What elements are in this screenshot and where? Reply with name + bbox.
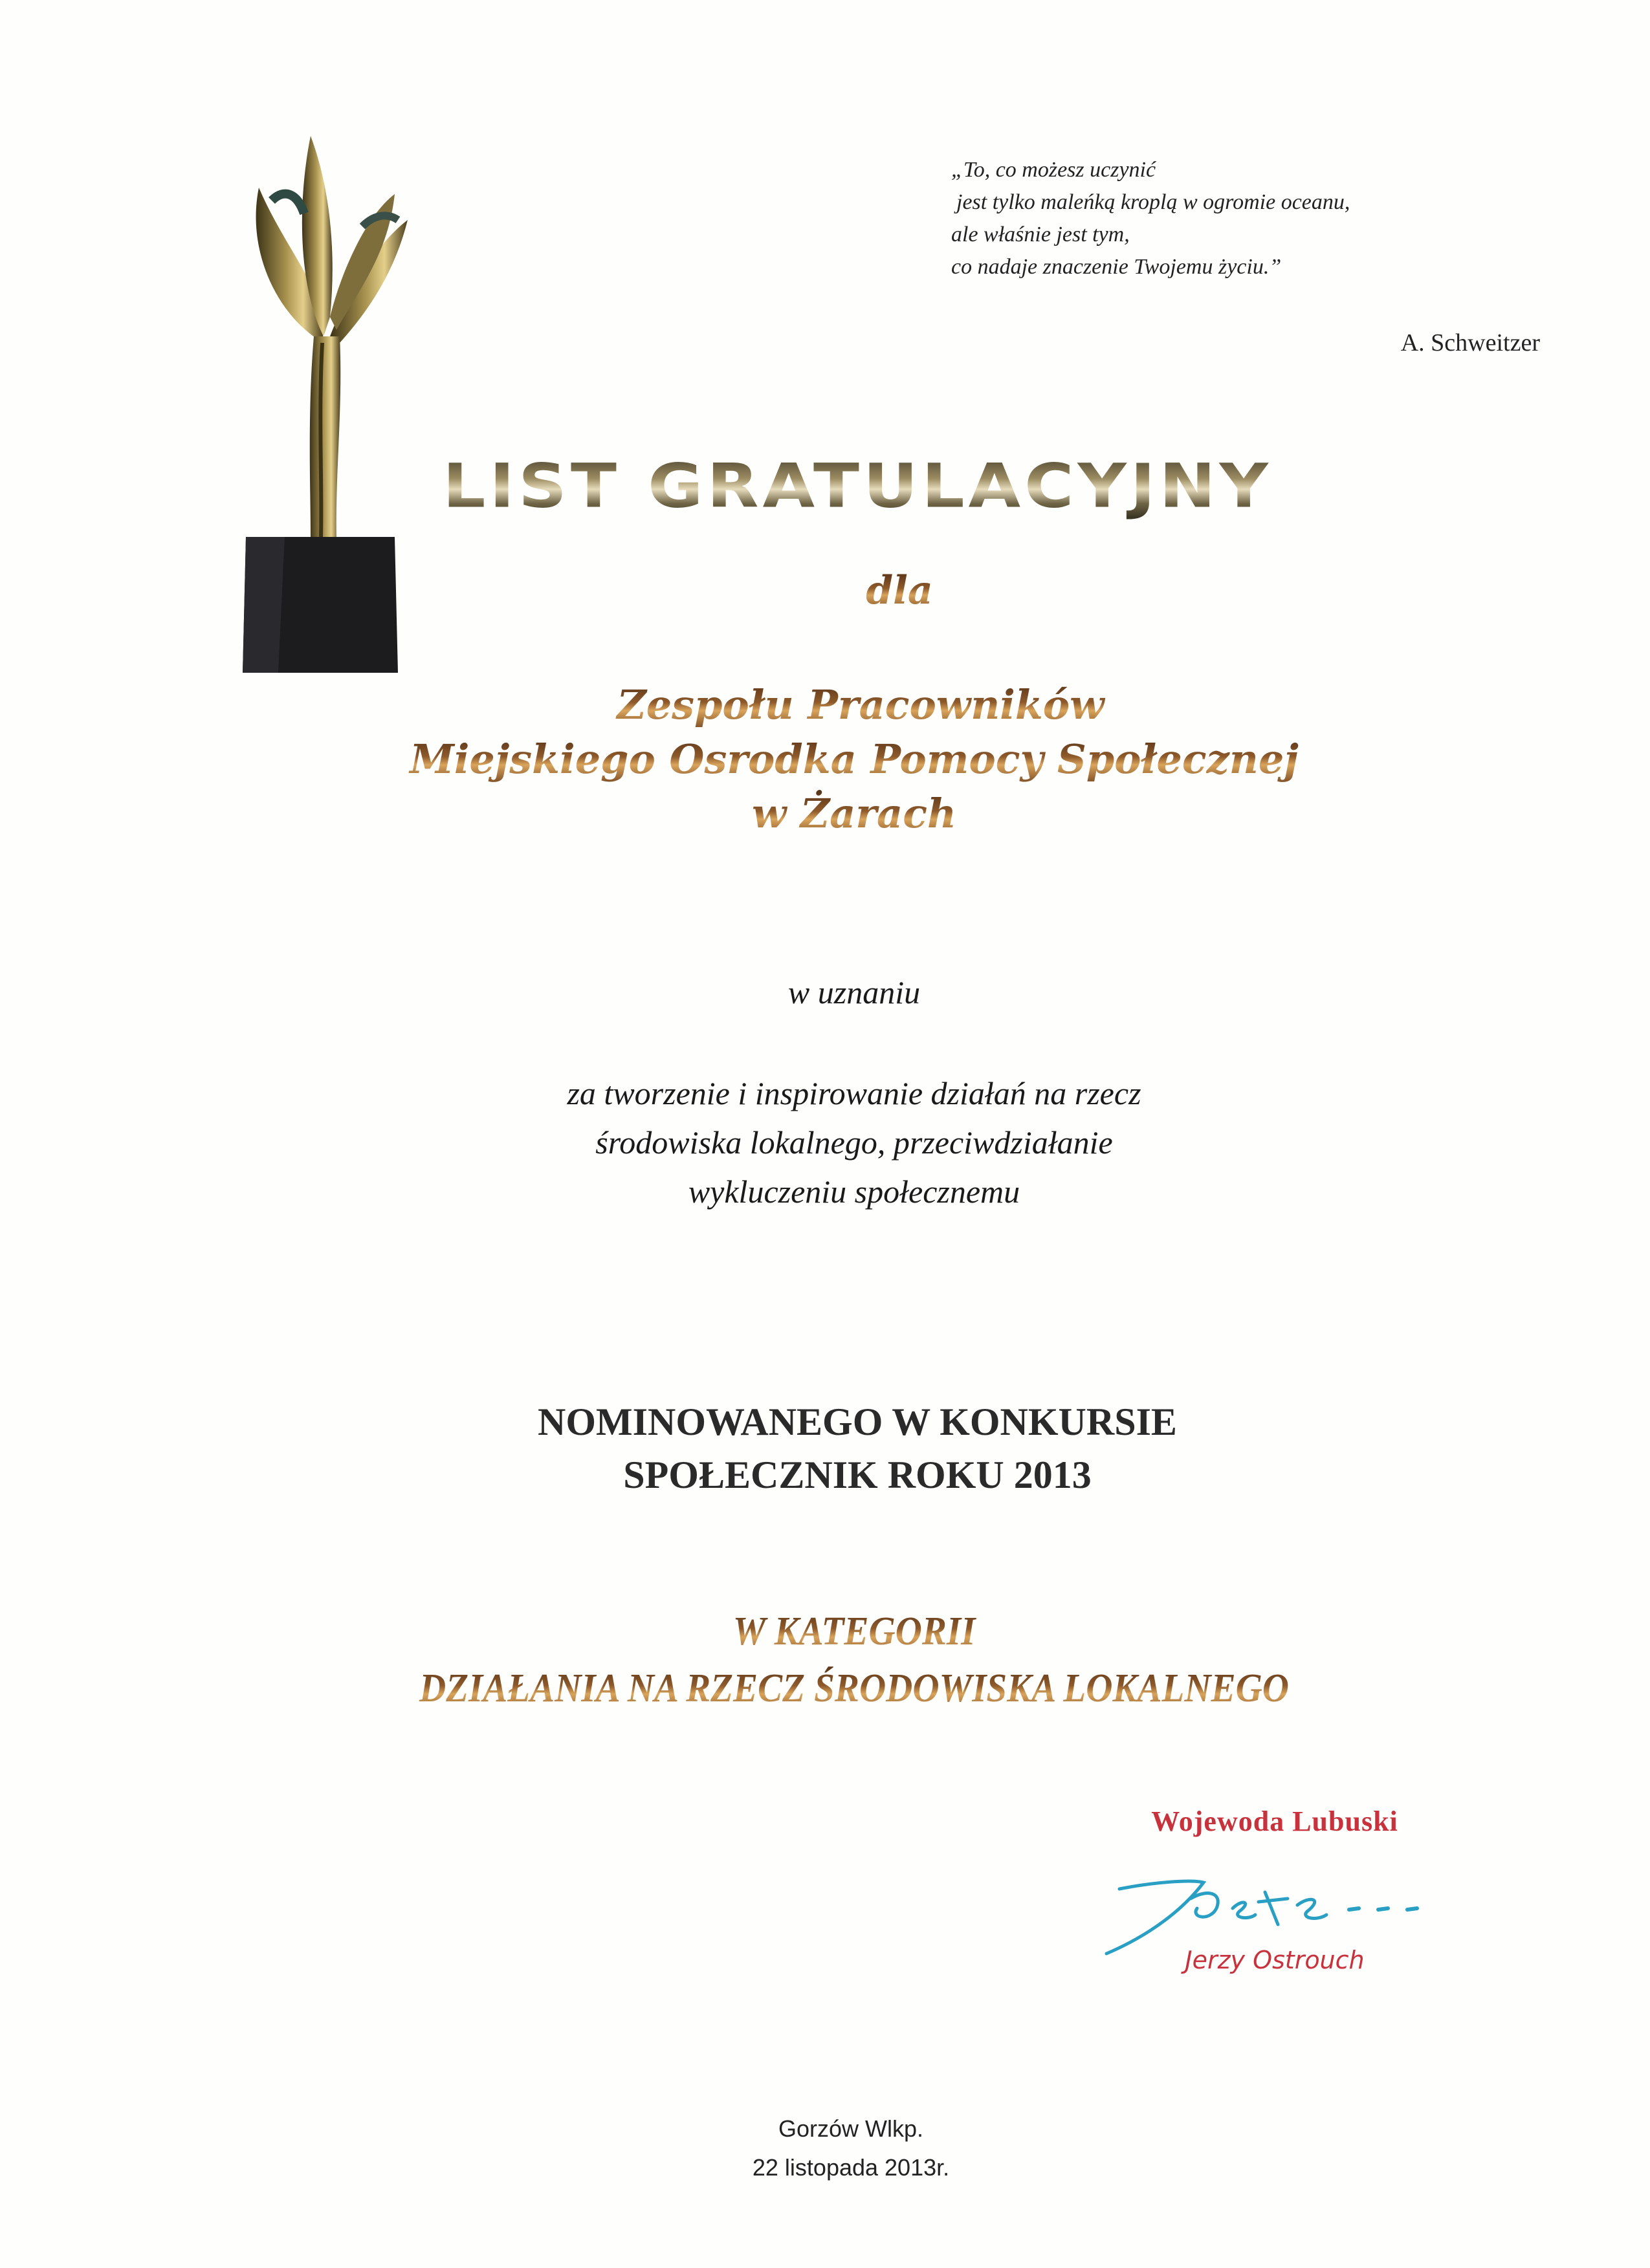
place-text: Gorzów Wlkp. [778, 2115, 924, 2142]
dla-text: dla [0, 568, 1650, 613]
quote-line: „To, co możesz uczynić [951, 158, 1156, 182]
recipient-line: Miejskiego Osrodka Pomocy Społecznej [0, 732, 1650, 787]
quote-line: jest tylko maleńką kroplą w ogromie oceanu, [956, 190, 1350, 214]
quote-line: ale właśnie jest tym, [951, 223, 1130, 246]
recognition-text: w uznaniu [787, 974, 921, 1010]
quote-line: co nadaje znaczenie Twojemu życiu.” [951, 255, 1282, 279]
signatory-role: Wojewoda Lubuski [1151, 1805, 1398, 1837]
date-text: 22 listopada 2013r. [752, 2154, 950, 2181]
category-line: W KATEGORII [69, 1603, 1640, 1660]
reason-line: za tworzenie i inspirowanie działań na rzecz [567, 1075, 1141, 1111]
category-line: DZIAŁANIA NA RZECZ ŚRODOWISKA LOKALNEGO [69, 1660, 1640, 1717]
recipient-line: Zespołu Pracowników [0, 678, 1650, 732]
document-title: LIST GRATULACYJNY [382, 450, 1333, 521]
reason-line: wykluczeniu społecznemu [688, 1173, 1020, 1210]
reason-line: środowiska lokalnego, przeciwdziałanie [595, 1124, 1113, 1161]
quote-author: A. Schweitzer [1400, 329, 1540, 356]
nomination-line: NOMINOWANEGO W KONKURSIE [538, 1401, 1177, 1443]
quote [951, 154, 1598, 283]
recipient-line: w Żarach [0, 787, 1650, 841]
signatory-name: Jerzy Ostrouch [1185, 1946, 1365, 1974]
nomination-line: SPOŁECZNIK ROKU 2013 [623, 1454, 1092, 1496]
